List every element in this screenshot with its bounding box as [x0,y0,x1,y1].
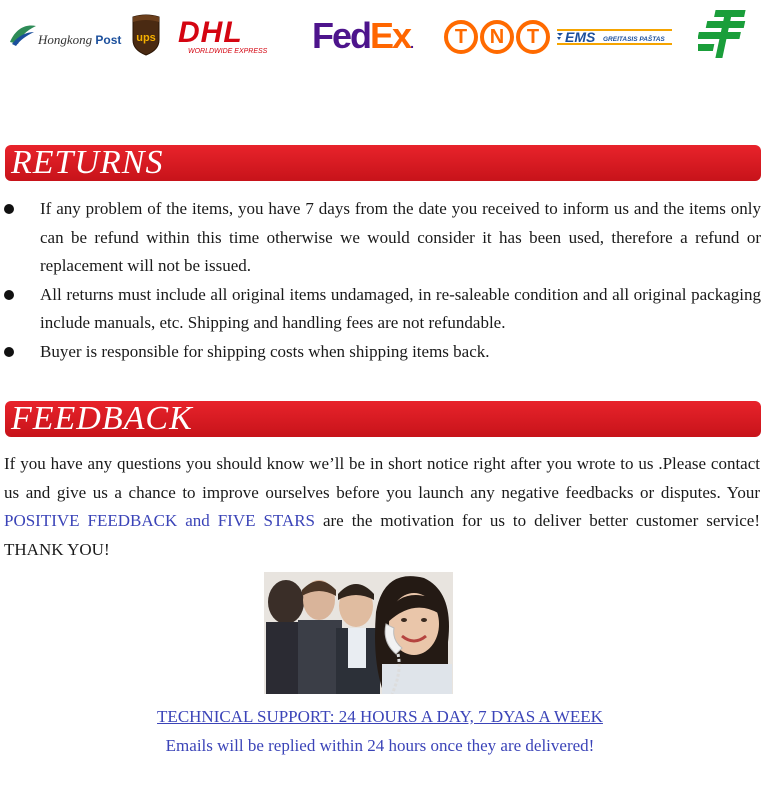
email-reply-note: Emails will be replied within 24 hours once they are delivered! [165,736,595,755]
ems-tagline: GREITASIS PAŠTAS [603,36,665,43]
returns-item-text: If any problem of the items, you have 7 days from the date you received to inform us and the items only can be refund within this time otherwise we would consider it has been used, therefore a refund or replacement will not be issued. [40,199,761,275]
tnt-logo [444,20,550,54]
dhl-logo [178,18,286,54]
dhl-wordmark: DHL [178,16,243,49]
hongkong-post-logo [8,18,123,58]
feedback-highlight: POSITIVE FEEDBACK and FIVE STARS [4,511,316,530]
hongkong-post-wing-icon [8,22,38,48]
tnt-letter-2: N [480,20,514,54]
feedback-text-before: If you have any questions you should know we’ll be in short notice right after you wrote to us .Please contact us and give us a chance to improve ourselves before you launch any negative feedbacks or disputes. Your [4,454,760,502]
ups-logo-text: ups [136,32,156,44]
feedback-paragraph [4,450,760,564]
bullet-icon [4,347,14,357]
hongkong-post-prefix: Hongkong [38,32,93,47]
list-item [0,195,771,281]
dhl-tagline: WORLDWIDE EXPRESS [188,48,268,55]
hongkong-post-suffix: Post [95,33,122,47]
customer-support-photo [264,572,453,694]
list-item [0,338,771,367]
returns-heading: RETURNS [5,145,761,181]
feedback-heading: FEEDBACK [5,401,761,437]
fedex-dot: . [410,35,412,51]
ups-logo [132,14,160,56]
tnt-letter-1: T [444,20,478,54]
ems-wordmark: EMS [565,29,596,45]
technical-support-link[interactable]: TECHNICAL SUPPORT: 24 HOURS A DAY, 7 DYAS A WEEK [157,707,603,726]
fedex-ex: Ex [370,15,411,56]
feedback-text-after: are the motivation for us to deliver better customer service! THANK YOU! [4,511,760,559]
fedex-fe: Fed [312,15,371,56]
bullet-icon [4,290,14,300]
returns-item-text: All returns must include all original items undamaged, in re-saleable condition and all original packaging include manuals, etc. Shipping and handling fees are not refundable. [40,284,761,332]
fedex-logo [312,16,412,63]
returns-list [0,195,771,366]
china-post-logo [698,8,752,60]
returns-item-text: Buyer is responsible for shipping costs when shipping items back. [40,341,490,361]
ems-logo [557,26,672,48]
bullet-icon [4,204,14,214]
tnt-letter-3: T [516,20,550,54]
list-item [0,281,771,338]
carrier-logos [0,0,771,80]
